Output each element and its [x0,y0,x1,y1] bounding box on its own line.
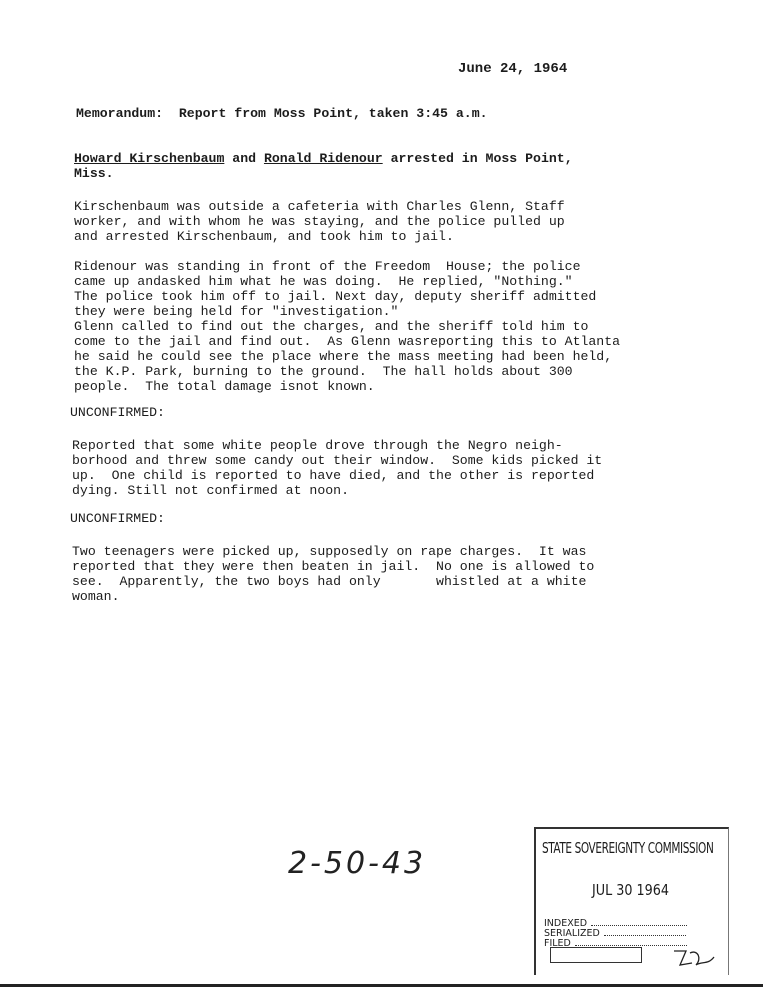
commission-stamp [534,827,729,975]
memo-date: June 24, 1964 [458,61,568,77]
arrest-text: arrested in Moss Point, [382,151,573,166]
unconfirmed-heading-1: UNCONFIRMED: [70,405,165,420]
memo-heading: Memorandum: Report from Moss Point, taken 3:45 a.m. [76,106,488,121]
stamp-field-serialized: SERIALIZED [544,929,687,939]
unconfirmed-heading-2: UNCONFIRMED: [70,511,165,526]
stamp-title: STATE SOVEREIGNTY COMMISSION [542,839,714,857]
initials-signature [672,947,716,969]
arrestee-name-2: Ronald Ridenour [263,151,383,166]
stamp-field-indexed: INDEXED [544,919,687,929]
stamp-box [550,947,642,963]
stamp-fields [544,919,687,949]
arrest-line [74,151,573,181]
paragraph-ridenour: Ridenour was standing in front of the Freedom House; the police came up andasked him what he was doing. He replied, "Nothing." The police took him off to jail. Next day, deputy sheriff admitted they were being held for "investigation." Glenn called to find out the charges, and the sheriff told him to come to the jail and find out. As Glenn wasreporting this to Atlanta he said he could see the place where the mass meeting had been held, the K.P. Park, burning to the ground. The hall holds about 300 people. The total damage isnot known. [74,259,621,394]
handwritten-file-number: 2-50-43 [288,846,427,881]
arrest-state: Miss. [74,166,114,181]
stamp-field-filed: FILED [544,939,687,949]
paragraph-teenagers: Two teenagers were picked up, supposedly on rape charges. It was reported that they were then beaten in jail. No one is allowed to see. Apparently, the two boys had only whistled at a white woman. [72,544,595,604]
page-bottom-edge [0,984,763,987]
paragraph-candy-report: Reported that some white people drove through the Negro neigh- borhood and threw some candy out their window. Some kids picked it up. One child is reported to have died, and the other is reported dying. Still not confirmed at noon. [72,438,603,498]
arrestee-name-1: Howard Kirschenbaum [74,151,225,166]
paragraph-kirschenbaum: Kirschenbaum was outside a cafeteria with Charles Glenn, Staff worker, and with whom he was staying, and the police pulled up and arrested Kirschenbaum, and took him to jail. [74,199,565,244]
stamp-date: JUL 30 1964 [592,881,669,899]
arrest-connector: and [224,151,264,166]
